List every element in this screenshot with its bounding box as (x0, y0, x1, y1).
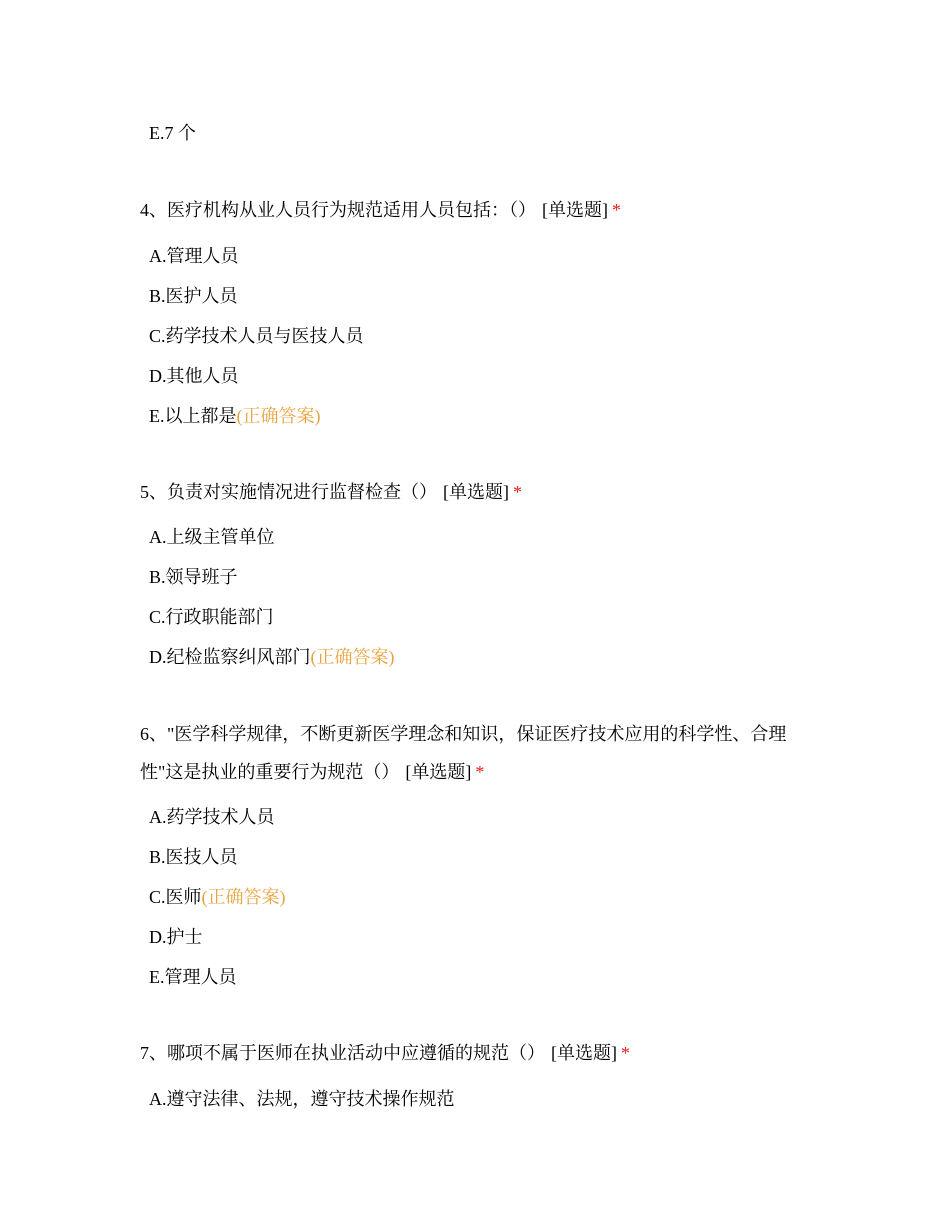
question-text: 7、哪项不属于医师在执业活动中应遵循的规范（） (140, 1043, 545, 1063)
question-text: 6、"医学科学规律，不断更新医学理念和知识，保证医疗技术应用的科学性、合理性"这是执业的重要行为规范（） (140, 724, 787, 782)
question-type-tag: [单选题] (542, 200, 608, 220)
option-E[interactable] (149, 404, 321, 428)
question-type-tag: [单选题] (443, 482, 509, 502)
option-label: C.行政职能部门 (149, 607, 274, 627)
option-label: E.管理人员 (149, 967, 237, 987)
option-label: C.药学技术人员与医技人员 (149, 326, 364, 346)
required-marker: * (621, 1043, 630, 1063)
option-label: E.7 个 (149, 123, 196, 143)
correct-answer-label: (正确答案) (201, 887, 286, 907)
question-text: 5、负责对实施情况进行监督检查（） (140, 482, 437, 502)
question-6-title (140, 715, 820, 791)
option-label: B.领导班子 (149, 567, 238, 587)
question-type-tag: [单选题] (551, 1043, 617, 1063)
option-A[interactable] (149, 244, 239, 268)
option-label: E.以上都是 (149, 406, 237, 426)
option-C[interactable] (149, 324, 364, 348)
option-label: D.护士 (149, 927, 203, 947)
option-E[interactable] (149, 965, 237, 989)
required-marker: * (475, 762, 485, 782)
question-text: 4、医疗机构从业人员行为规范适用人员包括：（） (140, 200, 536, 220)
correct-answer-label: (正确答案) (236, 406, 321, 426)
option-D[interactable] (149, 645, 395, 669)
question-7-title (140, 1041, 630, 1065)
required-marker: * (612, 200, 621, 220)
option-label: A.上级主管单位 (149, 527, 275, 547)
question-type-tag: [单选题] (405, 762, 472, 782)
option-A[interactable] (149, 1087, 455, 1111)
option-label: A.药学技术人员 (149, 807, 275, 827)
option-A[interactable] (149, 525, 275, 549)
option-A[interactable] (149, 805, 275, 829)
option-label: A.遵守法律、法规，遵守技术操作规范 (149, 1089, 455, 1109)
option-B[interactable] (149, 845, 238, 869)
option-label: B.医护人员 (149, 286, 238, 306)
question-4-title (140, 198, 621, 222)
option-label: C.医师 (149, 887, 202, 907)
option-D[interactable] (149, 364, 239, 388)
option-label: D.纪检监察纠风部门 (149, 647, 311, 667)
option-B[interactable] (149, 284, 238, 308)
option-C[interactable] (149, 605, 274, 629)
option-D[interactable] (149, 925, 203, 949)
option-label: D.其他人员 (149, 366, 239, 386)
option-E-prev[interactable] (149, 121, 196, 145)
option-B[interactable] (149, 565, 238, 589)
option-C[interactable] (149, 885, 286, 909)
correct-answer-label: (正确答案) (310, 647, 395, 667)
required-marker: * (513, 482, 522, 502)
option-label: B.医技人员 (149, 847, 238, 867)
option-label: A.管理人员 (149, 246, 239, 266)
question-5-title (140, 480, 522, 504)
